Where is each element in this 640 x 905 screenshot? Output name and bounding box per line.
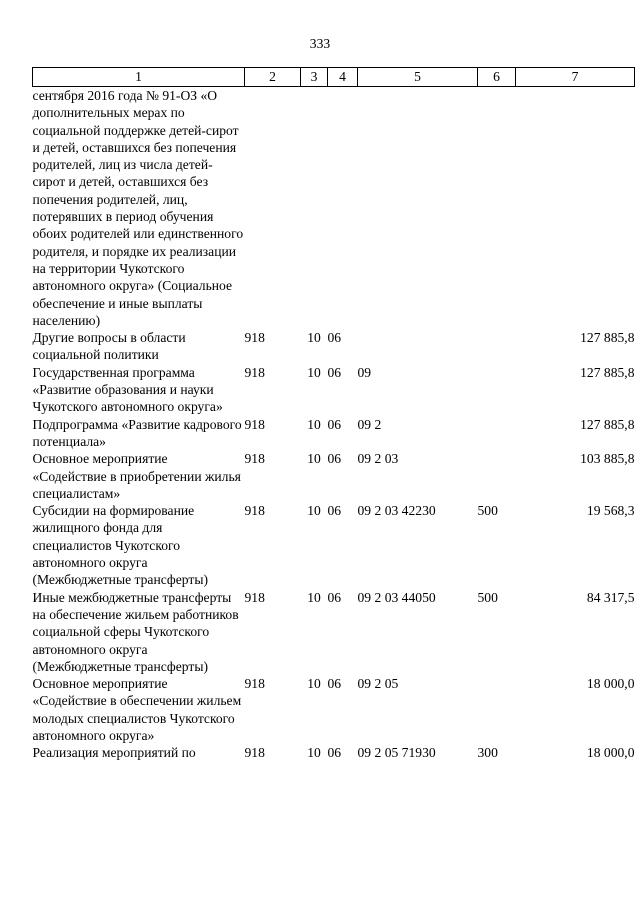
row-col-7: 19 568,3: [586, 503, 635, 519]
table-row: [33, 502, 635, 588]
table-row: [33, 364, 635, 416]
row-col-4: 06: [327, 330, 342, 346]
row-col-2: 918: [244, 451, 265, 467]
row-col-5: 09: [357, 364, 372, 380]
row-col-5: 09 2 03: [357, 451, 399, 467]
row-col-3: 10: [307, 589, 321, 605]
row-col-5: 09 2 03 44050: [357, 589, 436, 605]
row-name: Другие вопросы в области социальной политики: [32, 330, 186, 363]
table-header: [33, 68, 635, 87]
row-name: Реализация мероприятий по: [32, 745, 196, 761]
table-row: [33, 675, 635, 744]
table-row: [33, 329, 635, 364]
row-col-2: 918: [244, 330, 265, 346]
header-col-5: 5: [358, 68, 478, 87]
row-name: Основное мероприятие «Содействие в приобретении жилья специалистам»: [32, 451, 241, 501]
row-col-7: 103 885,8: [580, 451, 635, 467]
row-col-4: 06: [327, 589, 342, 605]
header-row: [33, 68, 635, 87]
row-col-6: [478, 87, 516, 330]
row-col-7: [516, 87, 635, 330]
row-col-7: 18 000,0: [586, 745, 635, 761]
row-col-6: [478, 364, 516, 416]
row-col-2: 918: [244, 676, 265, 692]
row-col-2: 918: [244, 589, 265, 605]
row-name: Субсидии на формирование жилищного фонда для специалистов Чукотского автономного округа (Межбюджетные трансферты): [32, 503, 208, 588]
row-col-4: 06: [327, 745, 342, 761]
header-col-6: 6: [478, 68, 516, 87]
row-col-4: 06: [327, 503, 342, 519]
header-col-7: 7: [516, 68, 635, 87]
header-col-2: 2: [245, 68, 301, 87]
row-col-4: 06: [327, 364, 342, 380]
row-name: Подпрограмма «Развитие кадрового потенциала»: [32, 416, 242, 449]
table-row: [33, 416, 635, 451]
row-col-6: 300: [477, 745, 498, 761]
row-col-6: 500: [477, 589, 498, 605]
row-col-6: [478, 450, 516, 502]
row-col-3: 10: [307, 330, 321, 346]
row-col-6: [478, 675, 516, 744]
row-name: Основное мероприятие «Содействие в обеспечении жильем молодых специалистов Чукотского автономного округа»: [32, 676, 242, 743]
row-col-7: 127 885,8: [580, 364, 635, 380]
row-col-5: [358, 87, 478, 330]
row-col-4: 06: [327, 416, 342, 432]
table-row: [33, 744, 635, 761]
row-col-7: 127 885,8: [580, 416, 635, 432]
row-col-6: [478, 416, 516, 451]
row-col-2: 918: [244, 503, 265, 519]
row-col-7: 18 000,0: [586, 676, 635, 692]
header-col-4: 4: [328, 68, 358, 87]
row-col-5: 09 2 03 42230: [357, 503, 436, 519]
row-col-5: [358, 329, 478, 364]
table-row: [33, 87, 635, 330]
row-col-5: 09 2: [357, 416, 382, 432]
row-col-3: 10: [307, 676, 321, 692]
row-col-3: [301, 87, 328, 330]
row-col-5: 09 2 05 71930: [357, 745, 436, 761]
row-col-5: 09 2 05: [357, 676, 399, 692]
row-col-3: 10: [307, 503, 321, 519]
table-row: [33, 450, 635, 502]
row-col-2: 918: [244, 416, 265, 432]
table-row: [33, 589, 635, 675]
budget-table: [32, 67, 635, 762]
row-col-4: 06: [327, 676, 342, 692]
row-col-4: [328, 87, 358, 330]
row-name: Иные межбюджетные трансферты на обеспечение жильем работников социальной сферы Чукотского автономного округа (Межбюджетные трансферты): [32, 589, 239, 674]
row-col-3: 10: [307, 416, 321, 432]
row-name: Государственная программа «Развитие образования и науки Чукотского автономного округа»: [32, 364, 223, 415]
header-col-1: 1: [33, 68, 245, 87]
row-col-2: [245, 87, 301, 330]
row-col-3: 10: [307, 451, 321, 467]
row-col-3: 10: [307, 364, 321, 380]
row-col-7: 84 317,5: [586, 589, 635, 605]
page-number: 333: [309, 36, 331, 51]
row-col-2: 918: [244, 745, 265, 761]
row-col-7: 127 885,8: [580, 330, 635, 346]
row-col-6: [478, 329, 516, 364]
row-name: сентября 2016 года № 91-ОЗ «О дополнительных мерах по социальной поддержке детей-сирот и детей, оставшихся без попечения родителей, лиц из числа детей-сирот и детей, оставшихся без попечения родителей, лиц, потерявших в период обучения обоих родителей или единственного родителя, и порядке их реализации на территории Чукотского автономного округа» (Социальное обеспечение и иные выплаты населению): [32, 88, 244, 328]
row-col-2: 918: [244, 364, 265, 380]
header-col-3: 3: [301, 68, 328, 87]
row-col-4: 06: [327, 451, 342, 467]
row-col-3: 10: [307, 745, 321, 761]
table-body: [33, 87, 635, 762]
row-col-6: 500: [477, 503, 498, 519]
